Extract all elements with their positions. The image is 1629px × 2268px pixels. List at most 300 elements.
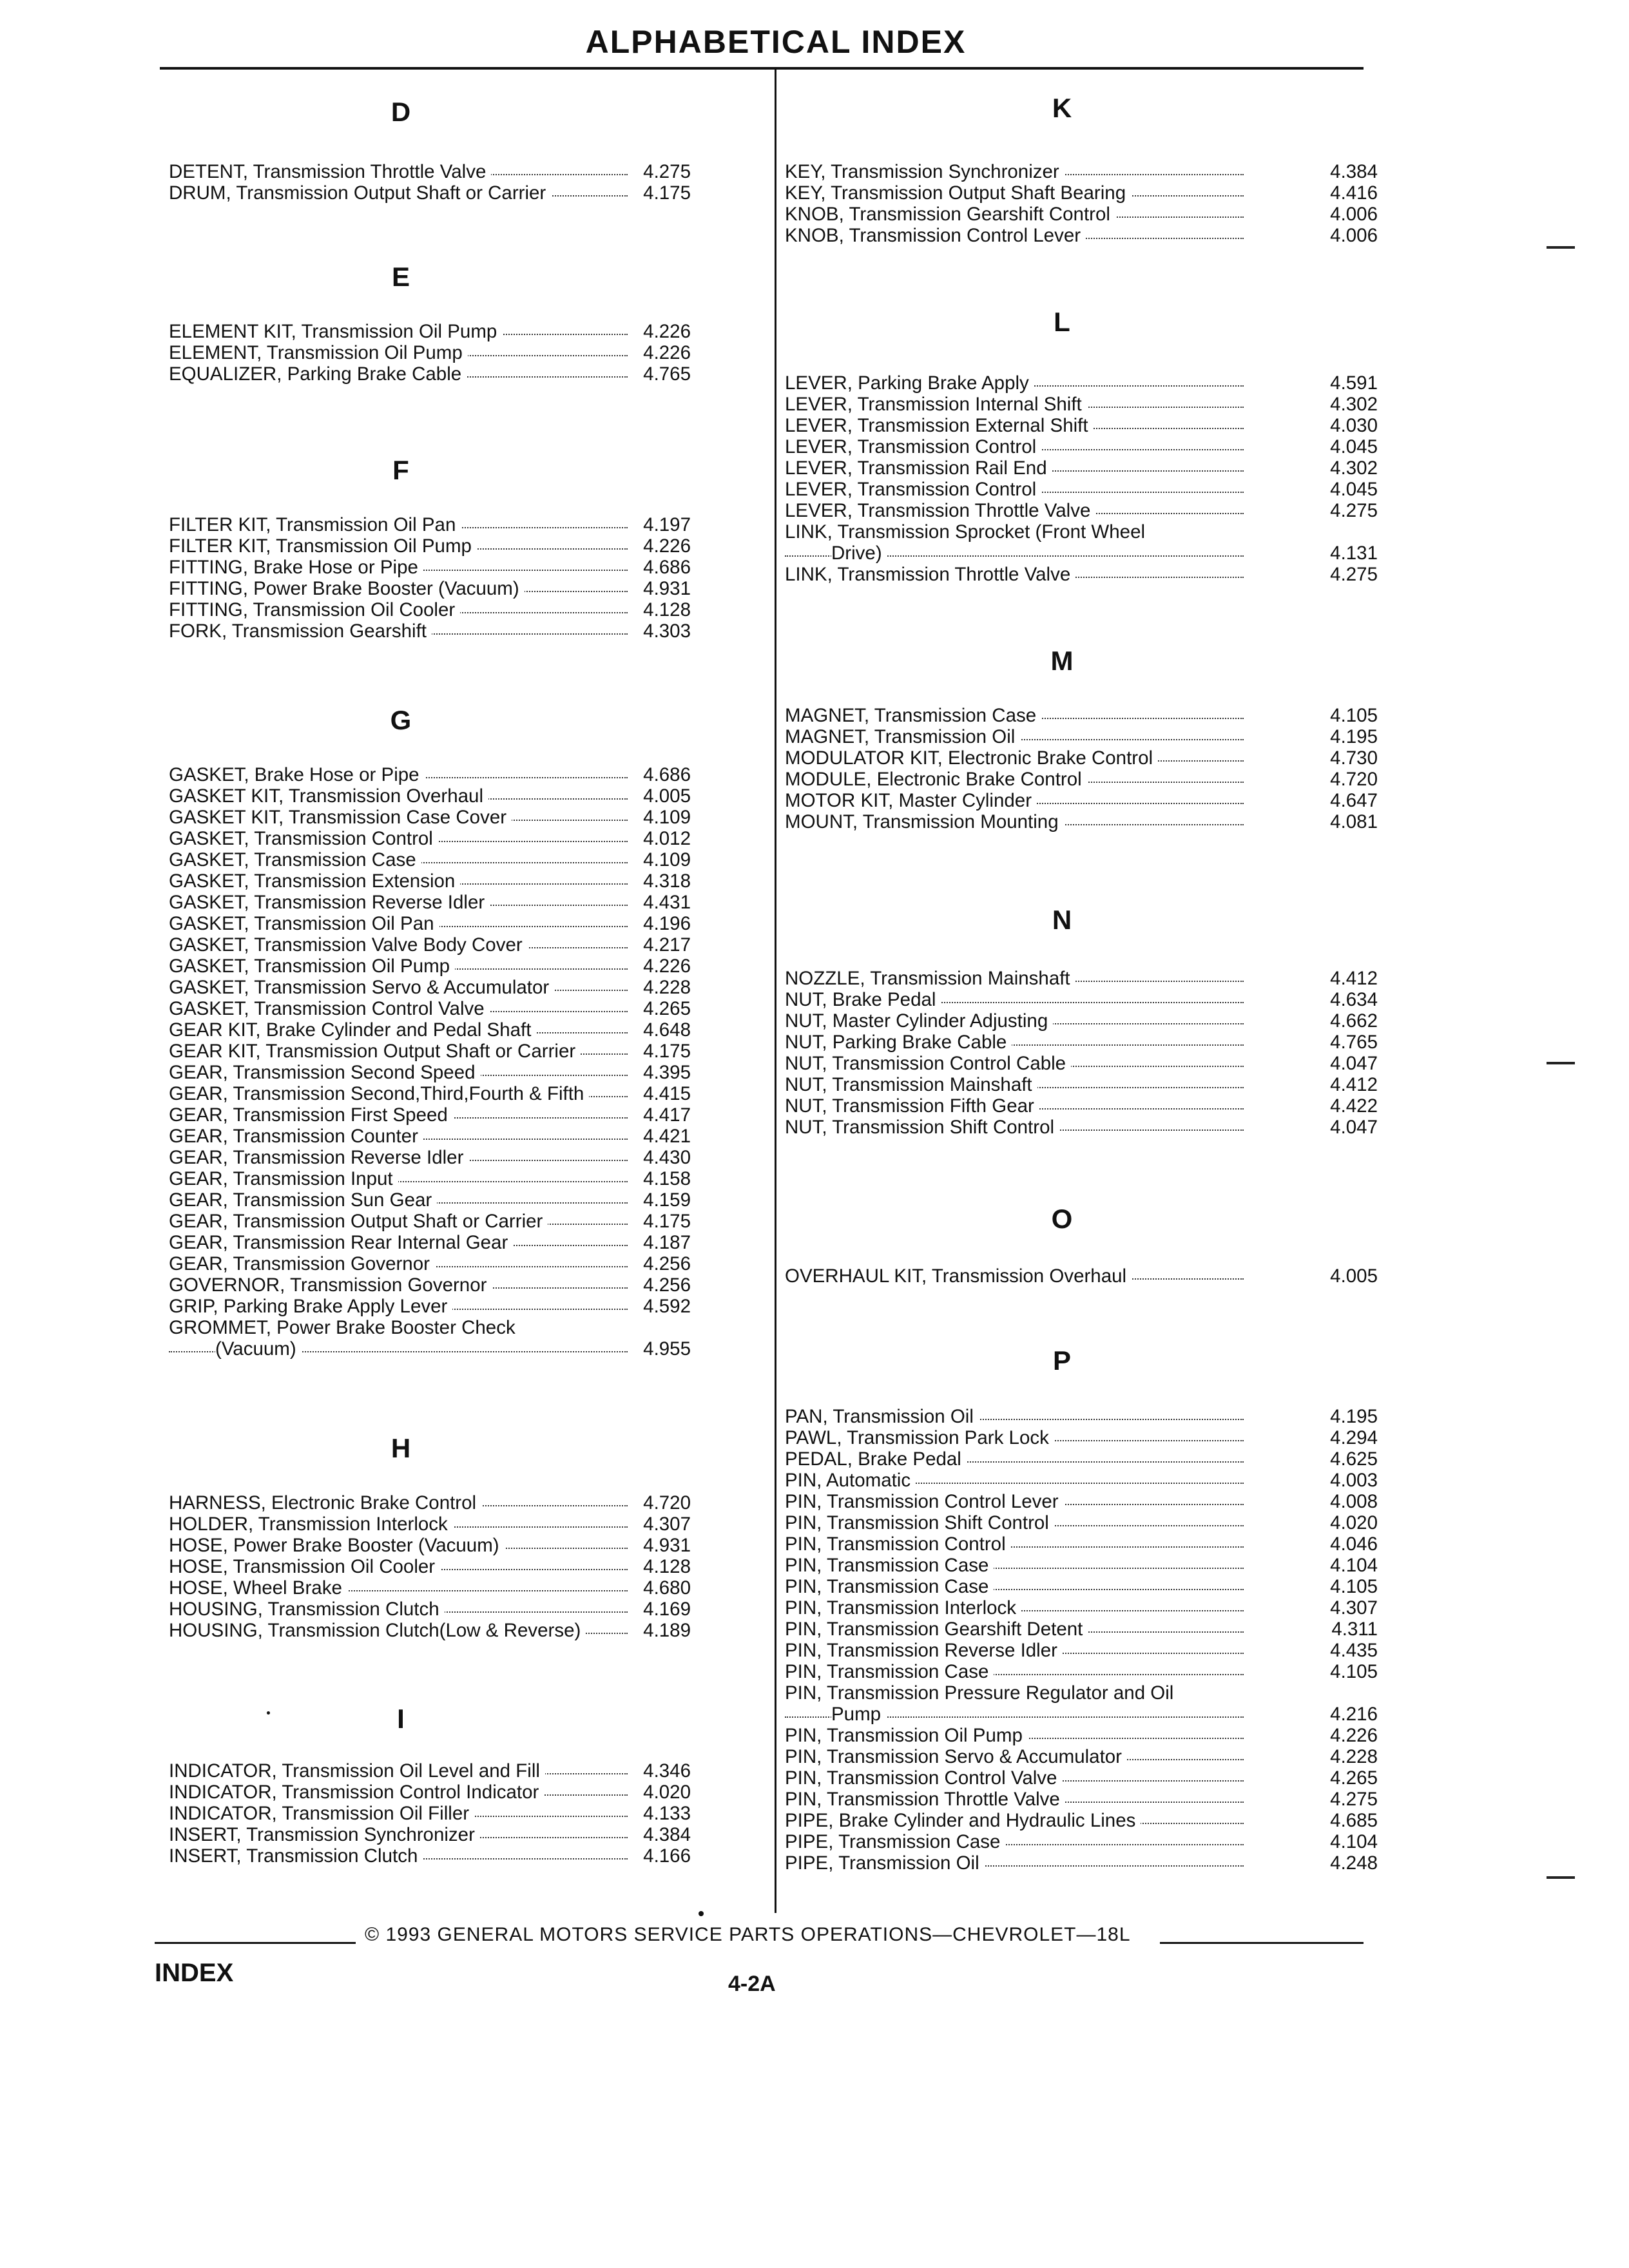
index-entry bbox=[169, 535, 762, 557]
index-entry bbox=[785, 479, 1378, 500]
stray-mark bbox=[267, 1711, 270, 1715]
entry-name: GASKET, Transmission Servo & Accumulator bbox=[169, 977, 554, 998]
index-entry bbox=[785, 811, 1378, 832]
entry-page-number: 4.195 bbox=[1330, 726, 1378, 747]
entry-page-number: 4.046 bbox=[1330, 1533, 1378, 1555]
index-entry bbox=[785, 790, 1378, 811]
index-entry bbox=[785, 1810, 1378, 1831]
entry-name: GEAR, Transmission Counter bbox=[169, 1126, 423, 1147]
entry-name: PIN, Transmission Interlock bbox=[785, 1597, 1021, 1619]
entry-page-number: 4.189 bbox=[643, 1620, 691, 1641]
entry-name: ELEMENT, Transmission Oil Pump bbox=[169, 342, 468, 363]
entry-page-number: 4.625 bbox=[1330, 1448, 1378, 1470]
entry-page-number: 4.303 bbox=[643, 620, 691, 642]
title-rule bbox=[160, 67, 1364, 70]
entry-name: GEAR, Transmission Input bbox=[169, 1168, 398, 1189]
entry-name: PIN, Transmission Throttle Valve bbox=[785, 1789, 1065, 1810]
index-entry bbox=[169, 321, 762, 342]
index-entry bbox=[785, 989, 1378, 1010]
entry-page-number: 4.275 bbox=[1330, 500, 1378, 521]
entry-name: PIN, Transmission Servo & Accumulator bbox=[785, 1746, 1127, 1767]
entry-page-number: 4.020 bbox=[1330, 1512, 1378, 1533]
index-entry bbox=[785, 1789, 1378, 1810]
index-entry bbox=[169, 1514, 762, 1535]
index-entry-list bbox=[785, 705, 1378, 832]
entry-name: NUT, Transmission Control Cable bbox=[785, 1053, 1071, 1074]
entry-page-number: 4.686 bbox=[643, 557, 691, 578]
index-entry-list bbox=[169, 1760, 762, 1867]
section-letter-f: F bbox=[392, 455, 409, 485]
index-entry bbox=[785, 1682, 1378, 1704]
entry-page-number: 4.720 bbox=[1330, 769, 1378, 790]
entry-page-number: 4.006 bbox=[1330, 204, 1378, 225]
entry-page-number: 4.005 bbox=[1330, 1265, 1378, 1287]
entry-page-number: 4.226 bbox=[643, 535, 691, 557]
entry-page-number: 4.248 bbox=[1330, 1852, 1378, 1874]
edge-tick-mark bbox=[1547, 1062, 1575, 1064]
index-entry bbox=[785, 1661, 1378, 1682]
entry-page-number: 4.175 bbox=[643, 1211, 691, 1232]
entry-name: NOZZLE, Transmission Mainshaft bbox=[785, 968, 1075, 989]
index-entry bbox=[169, 363, 762, 385]
entry-page-number: 4.265 bbox=[1330, 1767, 1378, 1789]
section-letter-h: H bbox=[390, 1433, 411, 1463]
entry-page-number: 4.415 bbox=[643, 1083, 691, 1104]
index-entry bbox=[169, 785, 762, 807]
index-entry-list bbox=[169, 161, 762, 204]
entry-name: FITTING, Power Brake Booster (Vacuum) bbox=[169, 578, 525, 599]
entry-name: PIN, Automatic bbox=[785, 1470, 916, 1491]
index-entry bbox=[169, 578, 762, 599]
index-entry bbox=[169, 1599, 762, 1620]
entry-name: DETENT, Transmission Throttle Valve bbox=[169, 161, 491, 182]
entry-name: HOLDER, Transmission Interlock bbox=[169, 1514, 453, 1535]
entry-name: MOUNT, Transmission Mounting bbox=[785, 811, 1064, 832]
index-entry bbox=[169, 1253, 762, 1274]
entry-name: PIPE, Brake Cylinder and Hydraulic Lines bbox=[785, 1810, 1141, 1831]
index-entry bbox=[785, 1597, 1378, 1619]
entry-name: GASKET, Brake Hose or Pipe bbox=[169, 764, 425, 785]
entry-page-number: 4.158 bbox=[643, 1168, 691, 1189]
index-entry bbox=[169, 557, 762, 578]
index-entry bbox=[785, 543, 1378, 564]
entry-name: FITTING, Brake Hose or Pipe bbox=[169, 557, 423, 578]
index-entry bbox=[169, 998, 762, 1019]
entry-name: HOUSING, Transmission Clutch(Low & Reverse) bbox=[169, 1620, 586, 1641]
index-entry bbox=[169, 1620, 762, 1641]
entry-page-number: 4.256 bbox=[643, 1274, 691, 1296]
entry-page-number: 4.591 bbox=[1330, 372, 1378, 394]
index-entry bbox=[785, 1032, 1378, 1053]
index-entry bbox=[785, 204, 1378, 225]
entry-page-number: 4.275 bbox=[1330, 564, 1378, 585]
index-entry bbox=[169, 1535, 762, 1556]
index-entry bbox=[785, 1010, 1378, 1032]
entry-name: PIN, Transmission Case bbox=[785, 1555, 994, 1576]
index-entry bbox=[169, 1577, 762, 1599]
section-letter-e: E bbox=[391, 262, 410, 292]
entry-name: NUT, Transmission Shift Control bbox=[785, 1117, 1059, 1138]
entry-name: NUT, Brake Pedal bbox=[785, 989, 941, 1010]
entry-name: GEAR KIT, Brake Cylinder and Pedal Shaft bbox=[169, 1019, 536, 1041]
index-entry bbox=[785, 415, 1378, 436]
entry-name: PIN, Transmission Case bbox=[785, 1661, 994, 1682]
entry-page-number: 4.012 bbox=[643, 828, 691, 849]
entry-page-number: 4.003 bbox=[1330, 1470, 1378, 1491]
entry-page-number: 4.045 bbox=[1330, 436, 1378, 457]
section-letter-g: G bbox=[390, 705, 412, 735]
entry-page-number: 4.166 bbox=[643, 1845, 691, 1867]
section-letter-p: P bbox=[1052, 1345, 1071, 1376]
index-entry bbox=[785, 1533, 1378, 1555]
entry-page-number: 4.318 bbox=[643, 870, 691, 892]
entry-page-number: 4.047 bbox=[1330, 1117, 1378, 1138]
entry-name: Pump bbox=[831, 1704, 886, 1725]
index-entry-list bbox=[169, 321, 762, 385]
index-entry bbox=[169, 934, 762, 956]
entry-page-number: 4.187 bbox=[643, 1232, 691, 1253]
index-entry bbox=[785, 747, 1378, 769]
entry-page-number: 4.265 bbox=[643, 998, 691, 1019]
entry-name: NUT, Master Cylinder Adjusting bbox=[785, 1010, 1053, 1032]
index-entry bbox=[169, 913, 762, 934]
entry-page-number: 4.421 bbox=[643, 1126, 691, 1147]
entry-name: GEAR KIT, Transmission Output Shaft or Carrier bbox=[169, 1041, 581, 1062]
entry-page-number: 4.302 bbox=[1330, 394, 1378, 415]
index-entry bbox=[785, 1767, 1378, 1789]
index-entry-list bbox=[785, 968, 1378, 1138]
entry-name: PIPE, Transmission Case bbox=[785, 1831, 1005, 1852]
entry-name: GASKET, Transmission Oil Pan bbox=[169, 913, 439, 934]
index-entry-list bbox=[785, 372, 1378, 585]
index-entry bbox=[785, 1448, 1378, 1470]
section-letter-k: K bbox=[1052, 93, 1072, 123]
index-entry bbox=[785, 182, 1378, 204]
entry-page-number: 4.045 bbox=[1330, 479, 1378, 500]
entry-name: INSERT, Transmission Synchronizer bbox=[169, 1824, 480, 1845]
index-entry bbox=[169, 1211, 762, 1232]
entry-name: GASKET, Transmission Oil Pump bbox=[169, 956, 455, 977]
entry-page-number: 4.006 bbox=[1330, 225, 1378, 246]
index-entry-list bbox=[169, 764, 762, 1360]
entry-page-number: 4.680 bbox=[643, 1577, 691, 1599]
index-entry bbox=[785, 1619, 1378, 1640]
stray-mark bbox=[699, 1911, 704, 1916]
index-entry bbox=[169, 1338, 762, 1360]
index-entry bbox=[785, 1852, 1378, 1874]
entry-page-number: 4.765 bbox=[1330, 1032, 1378, 1053]
entry-name: NUT, Transmission Mainshaft bbox=[785, 1074, 1037, 1095]
entry-name: GEAR, Transmission Output Shaft or Carrier bbox=[169, 1211, 548, 1232]
entry-page-number: 4.228 bbox=[643, 977, 691, 998]
entry-name: PIN, Transmission Oil Pump bbox=[785, 1725, 1028, 1746]
index-entry bbox=[785, 1725, 1378, 1746]
index-entry bbox=[785, 769, 1378, 790]
entry-page-number: 4.047 bbox=[1330, 1053, 1378, 1074]
entry-name: PIN, Transmission Control Lever bbox=[785, 1491, 1064, 1512]
entry-name: GASKET, Transmission Control bbox=[169, 828, 438, 849]
index-entry bbox=[785, 968, 1378, 989]
index-entry bbox=[169, 1824, 762, 1845]
section-letter-m: M bbox=[1050, 646, 1074, 676]
entry-name: LEVER, Parking Brake Apply bbox=[785, 372, 1034, 394]
entry-page-number: 4.430 bbox=[643, 1147, 691, 1168]
entry-name: HOSE, Power Brake Booster (Vacuum) bbox=[169, 1535, 505, 1556]
index-entry bbox=[785, 1265, 1378, 1287]
entry-page-number: 4.128 bbox=[643, 599, 691, 620]
entry-page-number: 4.294 bbox=[1330, 1427, 1378, 1448]
edge-tick-mark bbox=[1547, 1876, 1575, 1879]
entry-page-number: 4.131 bbox=[1330, 543, 1378, 564]
index-entry-list bbox=[169, 1492, 762, 1641]
entry-name: INDICATOR, Transmission Control Indicator bbox=[169, 1782, 544, 1803]
entry-page-number: 4.422 bbox=[1330, 1095, 1378, 1117]
index-entry bbox=[169, 599, 762, 620]
entry-name: DRUM, Transmission Output Shaft or Carrier bbox=[169, 182, 551, 204]
entry-name: KNOB, Transmission Gearshift Control bbox=[785, 204, 1115, 225]
entry-name: MAGNET, Transmission Oil bbox=[785, 726, 1020, 747]
entry-page-number: 4.228 bbox=[1330, 1746, 1378, 1767]
entry-page-number: 4.412 bbox=[1330, 968, 1378, 989]
index-entry bbox=[785, 436, 1378, 457]
index-entry bbox=[785, 1704, 1378, 1725]
entry-name: ELEMENT KIT, Transmission Oil Pump bbox=[169, 321, 502, 342]
section-letter-l: L bbox=[1054, 307, 1070, 337]
index-entry bbox=[169, 1083, 762, 1104]
entry-name: PAN, Transmission Oil bbox=[785, 1406, 979, 1427]
entry-name: MAGNET, Transmission Case bbox=[785, 705, 1041, 726]
entry-page-number: 4.685 bbox=[1330, 1810, 1378, 1831]
entry-page-number: 4.647 bbox=[1330, 790, 1378, 811]
index-entry bbox=[785, 1053, 1378, 1074]
entry-name: PIN, Transmission Control Valve bbox=[785, 1767, 1062, 1789]
entry-page-number: 4.634 bbox=[1330, 989, 1378, 1010]
entry-name: FILTER KIT, Transmission Oil Pump bbox=[169, 535, 477, 557]
entry-page-number: 4.020 bbox=[643, 1782, 691, 1803]
entry-page-number: 4.302 bbox=[1330, 457, 1378, 479]
entry-name: LEVER, Transmission Control bbox=[785, 479, 1041, 500]
entry-name: PIN, Transmission Shift Control bbox=[785, 1512, 1054, 1533]
entry-name: GASKET, Transmission Control Valve bbox=[169, 998, 490, 1019]
entry-page-number: 4.416 bbox=[1330, 182, 1378, 204]
entry-page-number: 4.226 bbox=[643, 956, 691, 977]
entry-page-number: 4.169 bbox=[643, 1599, 691, 1620]
section-letter-o: O bbox=[1051, 1204, 1073, 1234]
index-entry bbox=[785, 1427, 1378, 1448]
page-title: ALPHABETICAL INDEX bbox=[585, 24, 967, 60]
index-entry bbox=[785, 1555, 1378, 1576]
entry-name: KEY, Transmission Output Shaft Bearing bbox=[785, 182, 1131, 204]
entry-name: FORK, Transmission Gearshift bbox=[169, 620, 432, 642]
index-entry-list bbox=[785, 1406, 1378, 1874]
entry-page-number: 4.104 bbox=[1330, 1831, 1378, 1852]
entry-name: PIPE, Transmission Oil bbox=[785, 1852, 985, 1874]
index-entry bbox=[169, 620, 762, 642]
entry-page-number: 4.686 bbox=[643, 764, 691, 785]
entry-page-number: 4.081 bbox=[1330, 811, 1378, 832]
index-entry bbox=[785, 225, 1378, 246]
index-entry bbox=[169, 956, 762, 977]
entry-page-number: 4.720 bbox=[643, 1492, 691, 1514]
entry-page-number: 4.005 bbox=[643, 785, 691, 807]
entry-page-number: 4.307 bbox=[1330, 1597, 1378, 1619]
entry-page-number: 4.105 bbox=[1330, 1661, 1378, 1682]
entry-page-number: 4.730 bbox=[1330, 747, 1378, 769]
entry-name: GRIP, Parking Brake Apply Lever bbox=[169, 1296, 452, 1317]
edge-tick-mark bbox=[1547, 246, 1575, 249]
entry-page-number: 4.275 bbox=[643, 161, 691, 182]
index-entry bbox=[785, 457, 1378, 479]
entry-page-number: 4.648 bbox=[643, 1019, 691, 1041]
index-entry-list bbox=[785, 161, 1378, 246]
entry-page-number: 4.384 bbox=[1330, 161, 1378, 182]
index-entry bbox=[785, 161, 1378, 182]
index-entry bbox=[169, 514, 762, 535]
section-letter-d: D bbox=[390, 97, 411, 127]
entry-page-number: 4.226 bbox=[1330, 1725, 1378, 1746]
entry-name: GASKET, Transmission Extension bbox=[169, 870, 460, 892]
entry-name: PIN, Transmission Reverse Idler bbox=[785, 1640, 1063, 1661]
entry-name: EQUALIZER, Parking Brake Cable bbox=[169, 363, 467, 385]
entry-page-number: 4.105 bbox=[1330, 1576, 1378, 1597]
index-entry bbox=[785, 564, 1378, 585]
entry-name: FITTING, Transmission Oil Cooler bbox=[169, 599, 460, 620]
entry-name: LINK, Transmission Throttle Valve bbox=[785, 564, 1075, 585]
entry-name: GEAR, Transmission Reverse Idler bbox=[169, 1147, 468, 1168]
entry-name: GASKET KIT, Transmission Overhaul bbox=[169, 785, 488, 807]
index-entry bbox=[169, 1492, 762, 1514]
entry-name: GOVERNOR, Transmission Governor bbox=[169, 1274, 492, 1296]
index-entry bbox=[169, 1104, 762, 1126]
entry-name: INSERT, Transmission Clutch bbox=[169, 1845, 423, 1867]
entry-name: HOSE, Wheel Brake bbox=[169, 1577, 347, 1599]
entry-page-number: 4.435 bbox=[1330, 1640, 1378, 1661]
section-letter-i: I bbox=[397, 1704, 405, 1734]
entry-name: NUT, Parking Brake Cable bbox=[785, 1032, 1012, 1053]
entry-name: PIN, Transmission Case bbox=[785, 1576, 994, 1597]
index-entry bbox=[785, 1491, 1378, 1512]
entry-page-number: 4.175 bbox=[643, 1041, 691, 1062]
entry-name: GASKET, Transmission Valve Body Cover bbox=[169, 934, 528, 956]
entry-name: LEVER, Transmission Rail End bbox=[785, 457, 1052, 479]
index-entry bbox=[785, 1831, 1378, 1852]
index-entry bbox=[169, 182, 762, 204]
index-entry-list bbox=[785, 1265, 1378, 1287]
entry-name: PAWL, Transmission Park Lock bbox=[785, 1427, 1054, 1448]
entry-name: HOUSING, Transmission Clutch bbox=[169, 1599, 445, 1620]
index-entry bbox=[785, 726, 1378, 747]
footer-rule-left bbox=[155, 1942, 356, 1944]
entry-page-number: 4.384 bbox=[643, 1824, 691, 1845]
entry-name: GEAR, Transmission Second,Third,Fourth & Fifth bbox=[169, 1083, 589, 1104]
entry-page-number: 4.195 bbox=[1330, 1406, 1378, 1427]
index-entry bbox=[785, 372, 1378, 394]
entry-name: GEAR, Transmission Sun Gear bbox=[169, 1189, 437, 1211]
index-entry bbox=[169, 807, 762, 828]
entry-page-number: 4.008 bbox=[1330, 1491, 1378, 1512]
entry-page-number: 4.197 bbox=[643, 514, 691, 535]
index-entry bbox=[169, 1274, 762, 1296]
index-entry bbox=[785, 1640, 1378, 1661]
entry-name: PEDAL, Brake Pedal bbox=[785, 1448, 967, 1470]
entry-name: MODULE, Electronic Brake Control bbox=[785, 769, 1087, 790]
index-entry bbox=[785, 705, 1378, 726]
entry-name: LINK, Transmission Sprocket (Front Wheel bbox=[785, 521, 1150, 543]
entry-page-number: 4.175 bbox=[643, 182, 691, 204]
index-entry bbox=[169, 1168, 762, 1189]
entry-page-number: 4.030 bbox=[1330, 415, 1378, 436]
index-entry-list bbox=[169, 514, 762, 642]
entry-name: GEAR, Transmission First Speed bbox=[169, 1104, 453, 1126]
entry-name: GASKET, Transmission Case bbox=[169, 849, 421, 870]
entry-name: PIN, Transmission Gearshift Detent bbox=[785, 1619, 1088, 1640]
entry-page-number: 4.412 bbox=[1330, 1074, 1378, 1095]
entry-name: LEVER, Transmission External Shift bbox=[785, 415, 1094, 436]
entry-name: GEAR, Transmission Governor bbox=[169, 1253, 435, 1274]
index-entry bbox=[169, 1189, 762, 1211]
entry-name: OVERHAUL KIT, Transmission Overhaul bbox=[785, 1265, 1132, 1287]
index-entry bbox=[169, 764, 762, 785]
footer-section-label: INDEX bbox=[155, 1959, 234, 1987]
index-entry bbox=[785, 500, 1378, 521]
entry-page-number: 4.275 bbox=[1330, 1789, 1378, 1810]
entry-page-number: 4.217 bbox=[643, 934, 691, 956]
index-entry bbox=[169, 1062, 762, 1083]
entry-name: LEVER, Transmission Control bbox=[785, 436, 1041, 457]
index-entry bbox=[785, 1095, 1378, 1117]
entry-page-number: 4.256 bbox=[643, 1253, 691, 1274]
entry-name: Drive) bbox=[831, 543, 887, 564]
entry-page-number: 4.128 bbox=[643, 1556, 691, 1577]
entry-page-number: 4.931 bbox=[643, 1535, 691, 1556]
index-entry bbox=[169, 1296, 762, 1317]
entry-name: KEY, Transmission Synchronizer bbox=[785, 161, 1065, 182]
entry-name: GASKET KIT, Transmission Case Cover bbox=[169, 807, 512, 828]
entry-page-number: 4.109 bbox=[643, 849, 691, 870]
entry-page-number: 4.931 bbox=[643, 578, 691, 599]
entry-name: NUT, Transmission Fifth Gear bbox=[785, 1095, 1039, 1117]
entry-name: GEAR, Transmission Second Speed bbox=[169, 1062, 481, 1083]
entry-page-number: 4.592 bbox=[643, 1296, 691, 1317]
entry-name: LEVER, Transmission Internal Shift bbox=[785, 394, 1087, 415]
entry-page-number: 4.662 bbox=[1330, 1010, 1378, 1032]
entry-page-number: 4.395 bbox=[643, 1062, 691, 1083]
entry-page-number: 4.216 bbox=[1330, 1704, 1378, 1725]
index-entry bbox=[785, 1074, 1378, 1095]
entry-page-number: 4.417 bbox=[643, 1104, 691, 1126]
index-entry bbox=[169, 1147, 762, 1168]
index-entry bbox=[169, 1019, 762, 1041]
index-entry bbox=[169, 1317, 762, 1338]
index-entry bbox=[169, 1126, 762, 1147]
index-entry bbox=[785, 1117, 1378, 1138]
index-entry bbox=[169, 828, 762, 849]
entry-page-number: 4.346 bbox=[643, 1760, 691, 1782]
entry-page-number: 4.431 bbox=[643, 892, 691, 913]
entry-name: FILTER KIT, Transmission Oil Pan bbox=[169, 514, 461, 535]
index-entry bbox=[169, 1845, 762, 1867]
entry-name: MOTOR KIT, Master Cylinder bbox=[785, 790, 1037, 811]
index-entry bbox=[785, 1746, 1378, 1767]
entry-name: PIN, Transmission Pressure Regulator and Oil bbox=[785, 1682, 1179, 1704]
entry-name: HARNESS, Electronic Brake Control bbox=[169, 1492, 481, 1514]
index-entry bbox=[169, 1782, 762, 1803]
entry-page-number: 4.159 bbox=[643, 1189, 691, 1211]
entry-page-number: 4.311 bbox=[1331, 1619, 1378, 1640]
index-entry bbox=[169, 1232, 762, 1253]
entry-page-number: 4.955 bbox=[643, 1338, 691, 1360]
entry-page-number: 4.109 bbox=[643, 807, 691, 828]
